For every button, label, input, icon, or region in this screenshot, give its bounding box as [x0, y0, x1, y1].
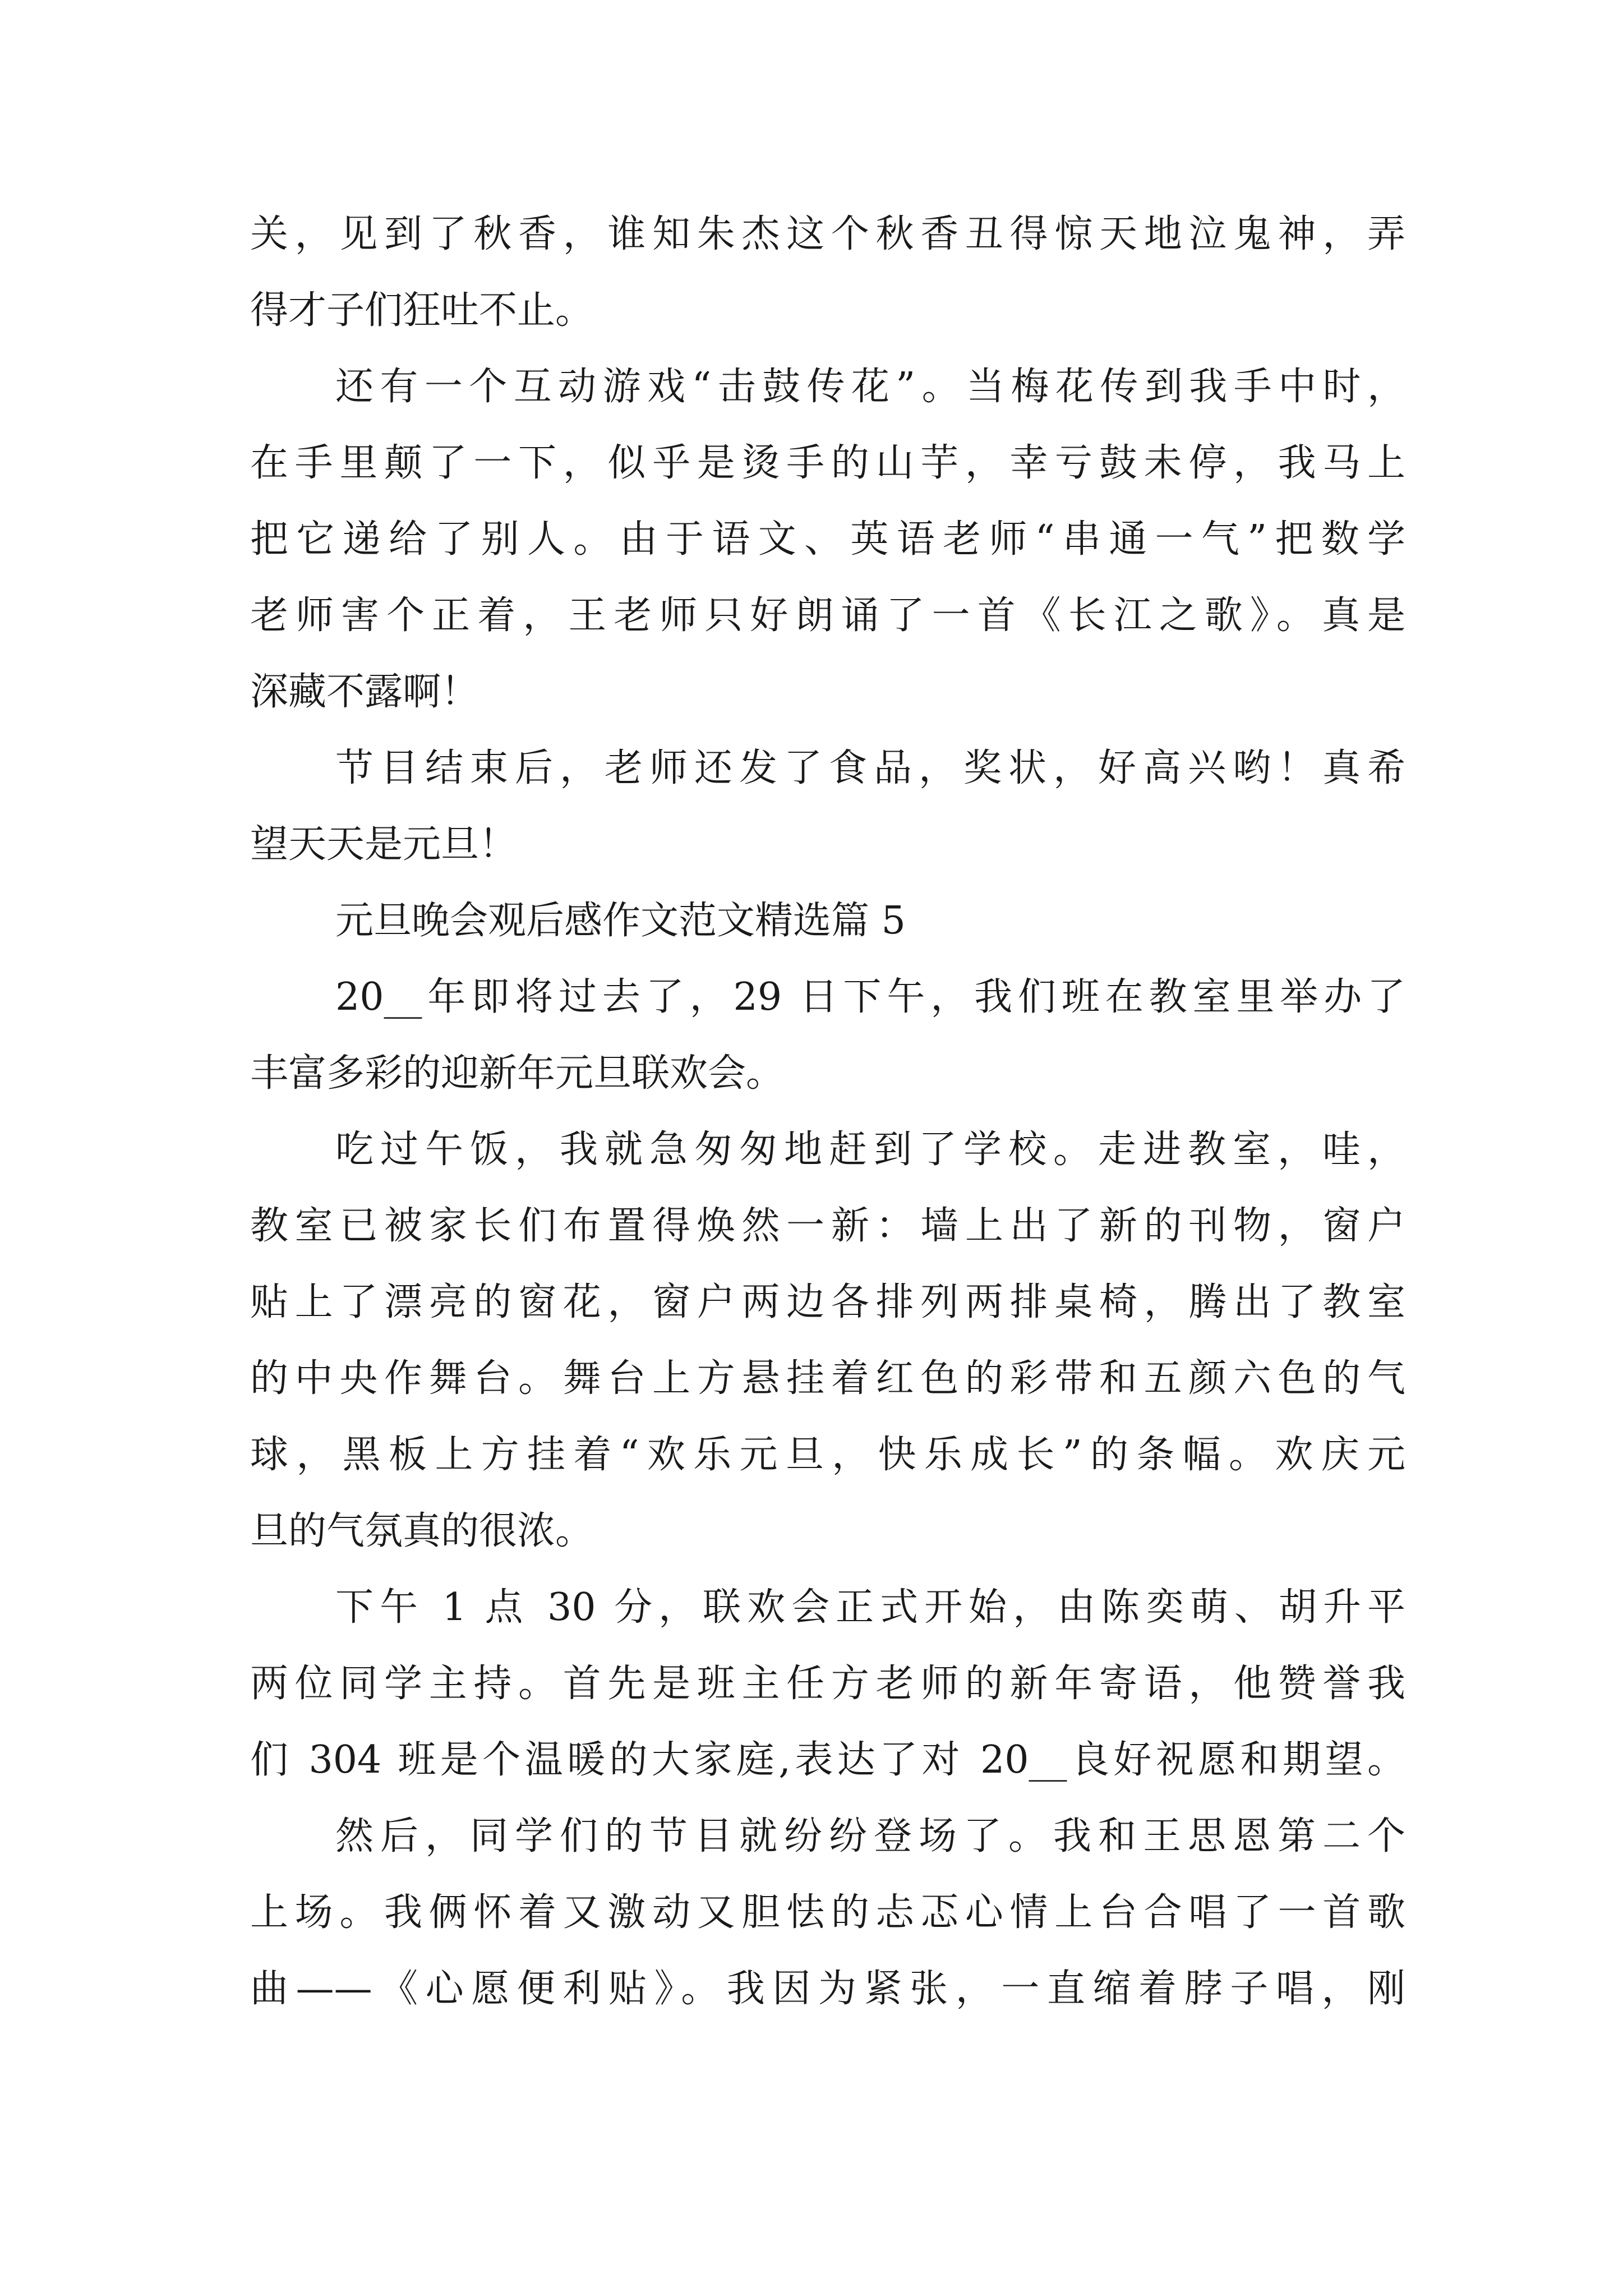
text-line: 望天天是元旦！	[250, 822, 518, 867]
text-line: 在手里颠了一下，似乎是烫手的山芋，幸亏鼓未停，我马上	[250, 441, 1405, 485]
text-line: 把它递给了别人。由于语文、英语老师“串通一气”把数学	[250, 517, 1405, 562]
text-line: 们 304 班是个温暖的大家庭,表达了对 20__良好祝愿和期望。	[250, 1738, 1405, 1782]
text-line: 丰富多彩的迎新年元旦联欢会。	[250, 1051, 785, 1096]
text-line: 旦的气氛真的很浓。	[250, 1509, 594, 1553]
text-line: 得才子们狂吐不止。	[250, 288, 594, 333]
text-line: 球，黑板上方挂着“欢乐元旦，快乐成长”的条幅。欢庆元	[250, 1433, 1405, 1477]
paragraph-start-line: 20__年即将过去了，29 日下午，我们班在教室里举办了	[335, 975, 1405, 1019]
paragraph-start-line: 下午 1 点 30 分，联欢会正式开始，由陈奕萌、胡升平	[335, 1585, 1405, 1630]
paragraph-start-line: 节目结束后，老师还发了食品，奖状，好高兴哟！真希	[335, 746, 1405, 790]
text-line: 上场。我俩怀着又激动又胆怯的忐忑心情上台合唱了一首歌	[250, 1890, 1405, 1935]
paragraph-start-line: 然后，同学们的节目就纷纷登场了。我和王思恩第二个	[335, 1814, 1405, 1858]
article-body	[250, 196, 1405, 2027]
text-line: 深藏不露啊！	[250, 670, 479, 714]
paragraph-start-line: 吃过午饭，我就急匆匆地赶到了学校。走进教室，哇，	[335, 1128, 1405, 1172]
section-heading: 元旦晚会观后感作文范文精选篇 5	[335, 899, 906, 943]
text-line: 两位同学主持。首先是班主任方老师的新年寄语，他赞誉我	[250, 1662, 1405, 1706]
paragraph-start-line: 还有一个互动游戏“击鼓传花”。当梅花传到我手中时，	[335, 365, 1405, 409]
text-line: 老师害个正着，王老师只好朗诵了一首《长江之歌》。真是	[250, 593, 1405, 638]
text-line: 曲——《心愿便利贴》。我因为紧张，一直缩着脖子唱，刚	[250, 1967, 1405, 2011]
text-line: 的中央作舞台。舞台上方悬挂着红色的彩带和五颜六色的气	[250, 1356, 1405, 1401]
text-line: 贴上了漂亮的窗花，窗户两边各排列两排桌椅，腾出了教室	[250, 1280, 1405, 1324]
text-line: 关，见到了秋香，谁知朱杰这个秋香丑得惊天地泣鬼神，弄	[250, 212, 1405, 256]
text-line: 教室已被家长们布置得焕然一新：墙上出了新的刊物，窗户	[250, 1204, 1405, 1248]
